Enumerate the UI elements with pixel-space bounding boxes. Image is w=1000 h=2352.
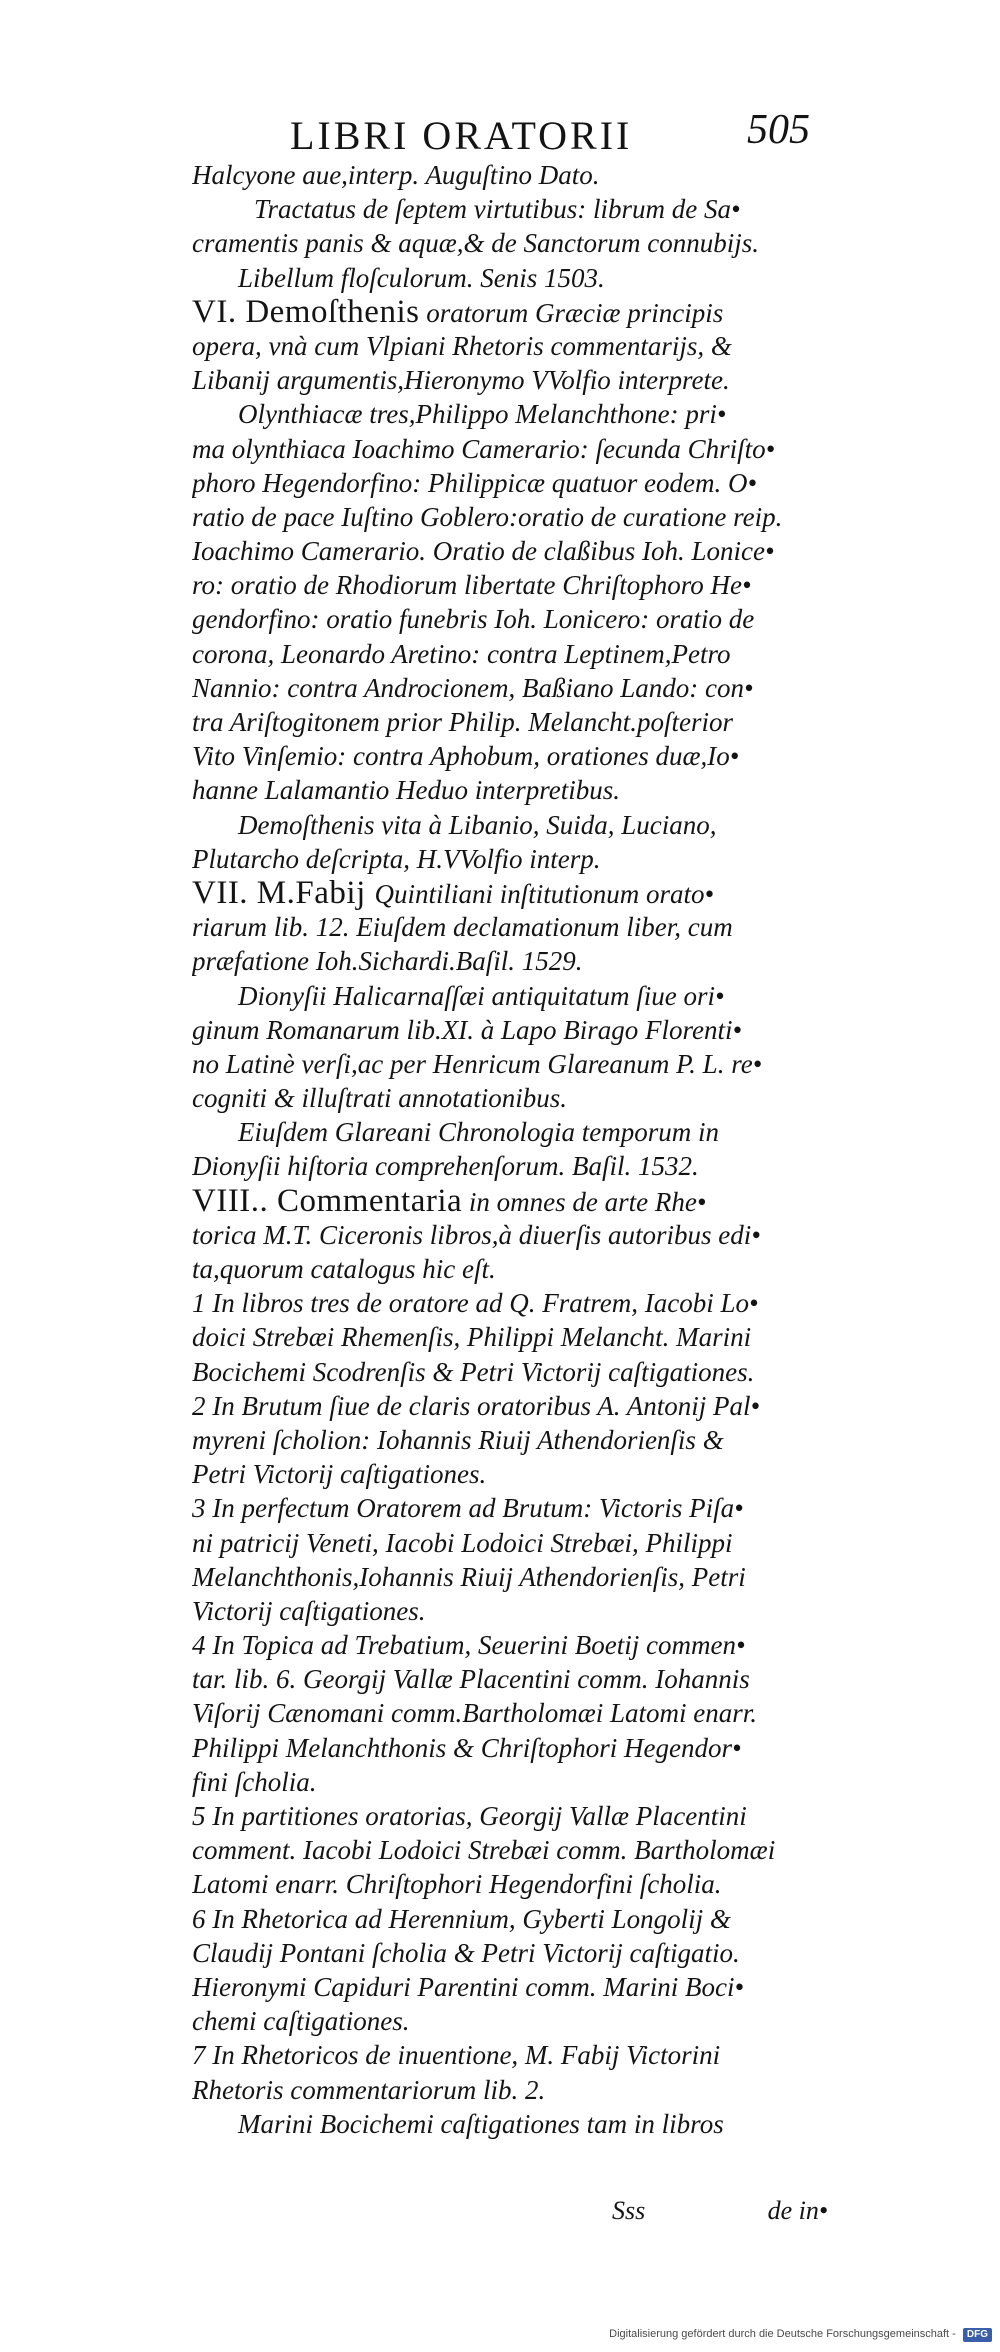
section-heading-viii [192,1184,820,1218]
text-line: Demoſthenis vita à Libanio, Suida, Luciano, [238,809,717,840]
text-line: Victorij caſtigationes. [192,1595,426,1626]
text-line: Dionyſii hiſtoria comprehenſorum. Baſil. 1532. [192,1151,699,1182]
section-rest: in omnes de arte Rhe• [462,1186,707,1217]
text-line: Philippi Melanchthonis & Chriſtophori Hegendor• [192,1732,742,1763]
body-text [192,158,820,2141]
text-line: Eiuſdem Glareani Chronologia temporum in [238,1117,719,1148]
signature-mark: Sss [612,2196,646,2225]
text-line: ro: oratio de Rhodiorum libertate Chriſtophoro He• [192,570,752,601]
text-line: præfatione Ioh.Sichardi.Baſil. 1529. [192,946,583,977]
catchword: de in• [767,2196,828,2225]
text-line: Libellum floſculorum. Senis 1503. [238,262,605,293]
text-line: Bocichemi Scodrenſis & Petri Victorij caſtigationes. [192,1356,755,1387]
text-line: Libanij argumentis,Hieronymo VVolfio interprete. [192,365,730,396]
text-line: torica M.T. Ciceronis libros,à diuerſis autoribus edi• [192,1219,761,1250]
text-line: ni patricij Veneti, Iacobi Lodoici Strebæi, Philippi [192,1527,733,1558]
section-rest: Quintiliani inſtitutionum orato• [374,878,714,909]
digitization-credit [609,2324,992,2344]
text-line: 7 In Rhetoricos de inuentione, M. Fabij Victorini [192,2040,721,2071]
text-line: Halcyone aue,interp. Auguſtino Dato. [192,160,600,190]
text-line: Plutarcho deſcripta, H.VVolfio interp. [192,843,601,874]
text-line: Marini Bocichemi caſtigationes tam in libros [238,2108,724,2139]
text-line: Viſorij Cænomani comm.Bartholomæi Latomi enarr. [192,1698,758,1729]
text-line: hanne Lalamantio Heduo interpretibus. [192,775,620,806]
text-line: ma olynthiaca Ioachimo Camerario: ſecunda Chriſto• [192,433,776,464]
text-line: Melanchthonis,Iohannis Riuij Athendorienſis, Petri [192,1561,746,1592]
section-heading-vi [192,295,820,329]
text-line: Olynthiacæ tres,Philippo Melanchthone: pri• [238,399,727,430]
section-lead: VI. Demoſthenis [192,294,420,329]
text-line: phoro Hegendorfino: Philippicæ quatuor eodem. O• [192,467,757,498]
text-line: 6 In Rhetorica ad Herennium, Gyberti Longolij & [192,1903,731,1934]
section-lead: VII. M.Fabij [192,875,375,911]
section-rest: oratorum Græciæ principis [419,297,724,328]
text-line: gendorfino: oratio funebris Ioh. Lonicero: oratio de [192,604,755,635]
text-line: ta,quorum catalogus hic eſt. [192,1254,496,1284]
text-line: Claudij Pontani ſcholia & Petri Victorij caſtigatio. [192,1937,740,1968]
text-line: fini ſcholia. [192,1766,317,1797]
text-line: ginum Romanarum lib.XI. à Lapo Birago Florenti• [192,1014,742,1045]
text-line: 4 In Topica ad Trebatium, Seuerini Boetij commen• [192,1630,746,1661]
text-line: tar. lib. 6. Georgij Vallæ Placentini comm. Iohannis [192,1664,750,1695]
credit-text: Digitalisierung gefördert durch die Deutsche Forschungsgemeinschaft - [609,2328,956,2340]
text-line: myreni ſcholion: Iohannis Riuij Athendorienſis & [192,1424,724,1455]
text-line: Latomi enarr. Chriſtophori Hegendorfini ſcholia. [192,1869,722,1900]
text-line: cramentis panis & aquæ,& de Sanctorum connubijs. [192,228,759,259]
text-line: Dionyſii Halicarnaſſæi antiquitatum ſiue ori• [238,980,725,1011]
section-lead: VIII.. Commentaria [192,1183,463,1218]
text-line: comment. Iacobi Lodoici Strebæi comm. Bartholomæi [192,1835,776,1866]
text-line: Hieronymi Capiduri Parentini comm. Marini Boci• [192,1971,744,2002]
text-line: 5 In partitiones oratorias, Georgij Vallæ Placentini [192,1801,747,1831]
text-line: chemi caſtigationes. [192,2006,410,2037]
text-line: opera, vnà cum Vlpiani Rhetoris commentarijs, & [192,330,732,361]
section-heading-vii [192,876,820,910]
text-line: tra Ariſtogitonem prior Philip. Melancht.poſterior [192,707,733,737]
text-line: Nannio: contra Androcionem, Baßiano Lando: con• [192,672,754,703]
text-line: Petri Victorij caſtigationes. [192,1459,487,1490]
text-line: Rhetoris commentariorum lib. 2. [192,2074,546,2105]
page-number: 505 [747,107,810,153]
page-header [290,104,810,164]
text-line: doici Strebæi Rhemenſis, Philippi Melancht. Marini [192,1322,752,1353]
text-line: Vito Vinſemio: contra Aphobum, orationes duæ,Io• [192,741,740,772]
catchwords [612,2196,832,2232]
text-line: Tractatus de ſeptem virtutibus: librum de Sa• [254,194,741,225]
running-title: LIBRI ORATORII [290,113,633,158]
text-line: cogniti & illuſtrati annotationibus. [192,1083,568,1114]
text-line: 1 In libros tres de oratore ad Q. Fratrem, Iacobi Lo• [192,1288,759,1319]
text-line: 2 In Brutum ſiue de claris oratoribus A. Antonij Pal• [192,1390,760,1421]
text-line: riarum lib. 12. Eiuſdem declamationum liber, cum [192,912,733,943]
text-line: no Latinè verſi,ac per Henricum Glareanum P. L. re• [192,1048,763,1079]
text-line: 3 In perfectum Oratorem ad Brutum: Victoris Piſa• [192,1493,744,1524]
dfg-logo: DFG [963,2328,992,2342]
text-line: ratio de pace Iuſtino Goblero:oratio de curatione reip. [192,501,783,532]
text-line: Ioachimo Camerario. Oratio de claßibus Ioh. Lonice• [192,536,775,567]
text-line: corona, Leonardo Aretino: contra Leptinem,Petro [192,638,731,669]
